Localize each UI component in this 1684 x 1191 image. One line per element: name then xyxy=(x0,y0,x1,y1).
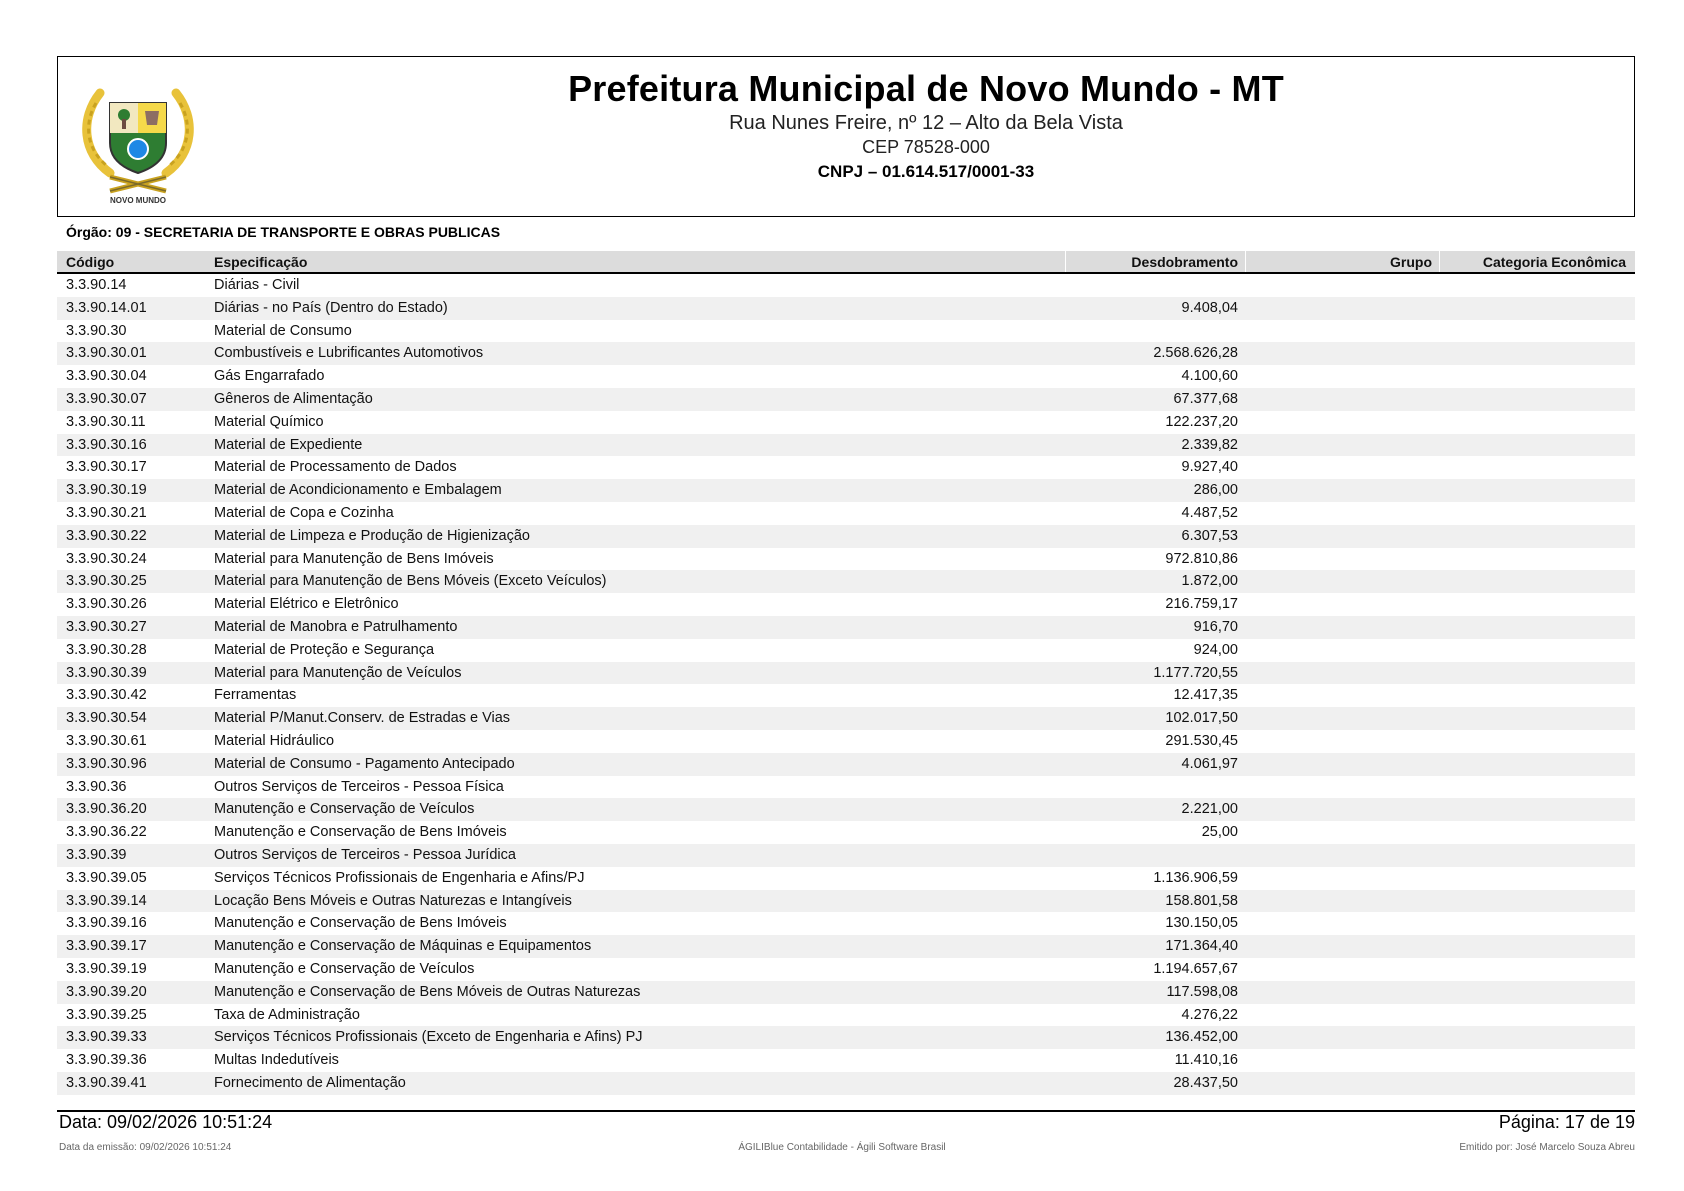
row-especificacao: Manutenção e Conservação de Bens Imóveis xyxy=(214,915,507,932)
row-especificacao: Material para Manutenção de Veículos xyxy=(214,664,462,681)
header-cep: CEP 78528-000 xyxy=(862,137,990,157)
row-especificacao: Gás Engarrafado xyxy=(214,368,325,385)
row-desdobramento: 216.759,17 xyxy=(1165,596,1238,613)
row-especificacao: Material de Limpeza e Produção de Higienização xyxy=(214,527,530,544)
row-desdobramento: 916,70 xyxy=(1193,618,1238,635)
row-especificacao: Outros Serviços de Terceiros - Pessoa Jurídica xyxy=(214,846,516,863)
column-separator xyxy=(1439,251,1440,272)
table-row xyxy=(57,434,1635,457)
row-especificacao: Diárias - Civil xyxy=(214,277,300,293)
row-code: 3.3.90.39.16 xyxy=(66,915,147,932)
row-code: 3.3.90.39.25 xyxy=(66,1006,147,1023)
table-row xyxy=(57,776,1635,799)
row-desdobramento: 9.927,40 xyxy=(1181,459,1238,476)
row-especificacao: Combustíveis e Lubrificantes Automotivos xyxy=(214,345,484,362)
table-row xyxy=(57,297,1635,320)
table-row xyxy=(57,639,1635,662)
footer-issued-by: Emitido por: José Marcelo Souza Abreu xyxy=(1459,1142,1635,1153)
row-code: 3.3.90.39.05 xyxy=(66,869,147,886)
row-desdobramento: 117.598,08 xyxy=(1166,983,1238,1000)
footer-page-number: Página: 17 de 19 xyxy=(1498,1112,1635,1132)
table-row xyxy=(57,593,1635,616)
row-code: 3.3.90.30.01 xyxy=(66,345,147,362)
row-code: 3.3.90.36 xyxy=(66,778,127,795)
column-separator xyxy=(1245,251,1246,272)
row-code: 3.3.90.30.39 xyxy=(66,664,147,681)
table-row xyxy=(57,456,1635,479)
footer-emission-date: Data da emissão: 09/02/2026 10:51:24 xyxy=(59,1142,232,1153)
table-row xyxy=(57,684,1635,707)
row-code: 3.3.90.30.19 xyxy=(66,482,147,499)
row-code: 3.3.90.30.24 xyxy=(66,550,147,567)
column-header-especificacao: Especificação xyxy=(214,254,308,270)
row-especificacao: Material de Consumo - Pagamento Antecipado xyxy=(214,755,515,772)
header-text-block xyxy=(58,67,1634,184)
table-row xyxy=(57,570,1635,593)
row-especificacao: Material de Proteção e Segurança xyxy=(214,641,435,658)
footer-software: ÁGILIBlue Contabilidade - Ágili Software Brasil xyxy=(738,1142,946,1153)
table-row xyxy=(57,958,1635,981)
table-row xyxy=(57,320,1635,343)
table-row xyxy=(57,1049,1635,1072)
row-especificacao: Diárias - no País (Dentro do Estado) xyxy=(214,299,448,316)
column-header-desdobramento: Desdobramento xyxy=(1131,254,1238,270)
row-desdobramento: 9.408,04 xyxy=(1181,299,1238,316)
row-especificacao: Ferramentas xyxy=(214,687,297,704)
row-desdobramento: 4.061,97 xyxy=(1181,755,1238,772)
row-desdobramento: 2.339,82 xyxy=(1181,436,1238,453)
row-code: 3.3.90.30.07 xyxy=(66,390,147,407)
row-desdobramento: 171.364,40 xyxy=(1165,938,1238,955)
table-body xyxy=(57,274,1635,1095)
row-especificacao: Material de Acondicionamento e Embalagem xyxy=(214,482,502,499)
table-row xyxy=(57,662,1635,685)
row-desdobramento: 130.150,05 xyxy=(1165,915,1238,932)
table-row xyxy=(57,388,1635,411)
row-code: 3.3.90.30.42 xyxy=(66,687,147,704)
report-header xyxy=(57,56,1635,217)
table-row xyxy=(57,479,1635,502)
table-row xyxy=(57,730,1635,753)
column-header-codigo: Código xyxy=(66,254,115,270)
table-row xyxy=(57,411,1635,434)
table-row xyxy=(57,1072,1635,1095)
table-row xyxy=(57,912,1635,935)
column-header-categoria-economica: Categoria Econômica xyxy=(1482,254,1626,270)
row-especificacao: Serviços Técnicos Profissionais (Exceto de Engenharia e Afins) PJ xyxy=(214,1029,643,1046)
row-especificacao: Material de Consumo xyxy=(214,322,352,339)
logo-text: NOVO MUNDO xyxy=(110,196,166,205)
row-code: 3.3.90.39.33 xyxy=(66,1029,147,1046)
row-especificacao: Material Químico xyxy=(214,413,324,430)
column-header-grupo: Grupo xyxy=(1390,254,1432,270)
row-desdobramento: 102.017,50 xyxy=(1165,710,1238,727)
row-especificacao: Manutenção e Conservação de Veículos xyxy=(214,801,475,818)
table-row xyxy=(57,798,1635,821)
row-desdobramento: 28.437,50 xyxy=(1173,1074,1238,1091)
table-row xyxy=(57,525,1635,548)
table-row xyxy=(57,548,1635,571)
row-especificacao: Material de Processamento de Dados xyxy=(214,459,457,476)
row-code: 3.3.90.36.20 xyxy=(66,801,147,818)
table-row xyxy=(57,1004,1635,1027)
row-especificacao: Outros Serviços de Terceiros - Pessoa Física xyxy=(214,778,504,795)
row-especificacao: Manutenção e Conservação de Máquinas e Equipamentos xyxy=(214,938,592,955)
page-title: Prefeitura Municipal de Novo Mundo - MT xyxy=(568,68,1284,109)
row-especificacao: Material para Manutenção de Bens Móveis (Exceto Veículos) xyxy=(214,573,607,590)
table-row xyxy=(57,890,1635,913)
row-desdobramento: 136.452,00 xyxy=(1165,1029,1238,1046)
header-cnpj: CNPJ – 01.614.517/0001-33 xyxy=(817,162,1035,181)
table-row xyxy=(57,365,1635,388)
table-row xyxy=(57,981,1635,1004)
table-row xyxy=(57,274,1635,297)
row-code: 3.3.90.30.27 xyxy=(66,618,147,635)
table-row xyxy=(57,707,1635,730)
row-code: 3.3.90.30.21 xyxy=(66,504,147,521)
row-especificacao: Material de Copa e Cozinha xyxy=(214,504,394,521)
row-code: 3.3.90.39.41 xyxy=(66,1074,147,1091)
row-especificacao: Material Hidráulico xyxy=(214,732,335,749)
table-row xyxy=(57,753,1635,776)
row-especificacao: Manutenção e Conservação de Bens Móveis de Outras Naturezas xyxy=(214,983,641,1000)
expense-table xyxy=(57,251,1635,1095)
row-code: 3.3.90.39.36 xyxy=(66,1052,147,1069)
row-especificacao: Locação Bens Móveis e Outras Naturezas e Intangíveis xyxy=(214,892,572,909)
table-row xyxy=(57,342,1635,365)
row-code: 3.3.90.39.14 xyxy=(66,892,147,909)
row-code: 3.3.90.39.20 xyxy=(66,983,147,1000)
row-desdobramento: 25,00 xyxy=(1201,824,1238,841)
header-address: Rua Nunes Freire, nº 12 – Alto da Bela Vista xyxy=(729,112,1123,134)
row-desdobramento: 286,00 xyxy=(1193,482,1238,499)
row-desdobramento: 1.872,00 xyxy=(1181,573,1238,590)
row-desdobramento: 4.276,22 xyxy=(1181,1006,1238,1023)
table-row xyxy=(57,616,1635,639)
row-code: 3.3.90.39.17 xyxy=(66,938,147,955)
row-code: 3.3.90.30.54 xyxy=(66,710,147,727)
row-especificacao: Gêneros de Alimentação xyxy=(214,390,373,407)
row-code: 3.3.90.30.17 xyxy=(66,459,147,476)
row-desdobramento: 12.417,35 xyxy=(1173,687,1238,704)
row-desdobramento: 122.237,20 xyxy=(1165,413,1238,430)
row-especificacao: Material de Expediente xyxy=(214,436,363,453)
row-desdobramento: 291.530,45 xyxy=(1165,732,1238,749)
row-code: 3.3.90.30.96 xyxy=(66,755,147,772)
row-code: 3.3.90.30.26 xyxy=(66,596,147,613)
row-desdobramento: 11.410,16 xyxy=(1174,1052,1238,1069)
table-row xyxy=(57,1026,1635,1049)
row-especificacao: Material de Manobra e Patrulhamento xyxy=(214,618,458,635)
row-desdobramento: 924,00 xyxy=(1193,641,1238,658)
footer-divider xyxy=(57,1110,1635,1112)
row-especificacao: Fornecimento de Alimentação xyxy=(214,1074,406,1091)
row-desdobramento: 2.221,00 xyxy=(1181,801,1238,818)
row-code: 3.3.90.39 xyxy=(66,846,127,863)
row-code: 3.3.90.30.61 xyxy=(66,732,147,749)
row-especificacao: Serviços Técnicos Profissionais de Engenharia e Afins/PJ xyxy=(214,869,585,886)
row-code: 3.3.90.14 xyxy=(66,277,127,293)
table-row xyxy=(57,844,1635,867)
row-especificacao: Material para Manutenção de Bens Imóveis xyxy=(214,550,494,567)
row-code: 3.3.90.30.25 xyxy=(66,573,147,590)
row-code: 3.3.90.30.22 xyxy=(66,527,147,544)
table-row xyxy=(57,821,1635,844)
footer-date: Data: 09/02/2026 10:51:24 xyxy=(59,1112,273,1132)
row-code: 3.3.90.14.01 xyxy=(66,299,147,316)
row-desdobramento: 2.568.626,28 xyxy=(1153,345,1238,362)
table-row xyxy=(57,502,1635,525)
row-desdobramento: 4.487,52 xyxy=(1181,504,1238,521)
orgao-label: Órgão: 09 - SECRETARIA DE TRANSPORTE E OBRAS PUBLICAS xyxy=(66,224,501,240)
row-desdobramento: 1.194.657,67 xyxy=(1153,960,1238,977)
row-code: 3.3.90.36.22 xyxy=(66,824,147,841)
row-desdobramento: 67.377,68 xyxy=(1173,390,1238,407)
row-especificacao: Manutenção e Conservação de Bens Imóveis xyxy=(214,824,507,841)
table-row xyxy=(57,935,1635,958)
row-desdobramento: 1.136.906,59 xyxy=(1153,869,1238,886)
row-desdobramento: 1.177.720,55 xyxy=(1153,664,1238,681)
row-desdobramento: 4.100,60 xyxy=(1181,368,1238,385)
row-especificacao: Manutenção e Conservação de Veículos xyxy=(214,960,475,977)
row-especificacao: Taxa de Administração xyxy=(214,1006,360,1023)
row-especificacao: Material Elétrico e Eletrônico xyxy=(214,596,399,613)
row-code: 3.3.90.30.28 xyxy=(66,641,147,658)
row-desdobramento: 158.801,58 xyxy=(1165,892,1238,909)
row-desdobramento: 972.810,86 xyxy=(1165,550,1238,567)
row-especificacao: Material P/Manut.Conserv. de Estradas e Vias xyxy=(214,710,511,727)
table-row xyxy=(57,867,1635,890)
row-desdobramento: 6.307,53 xyxy=(1181,527,1238,544)
table-header xyxy=(57,251,1635,274)
row-code: 3.3.90.30.04 xyxy=(66,368,147,385)
row-code: 3.3.90.39.19 xyxy=(66,960,147,977)
row-code: 3.3.90.30 xyxy=(66,322,127,339)
row-especificacao: Multas Indedutíveis xyxy=(214,1052,339,1069)
row-code: 3.3.90.30.11 xyxy=(66,413,146,430)
row-code: 3.3.90.30.16 xyxy=(66,436,147,453)
column-separator xyxy=(1065,251,1066,272)
